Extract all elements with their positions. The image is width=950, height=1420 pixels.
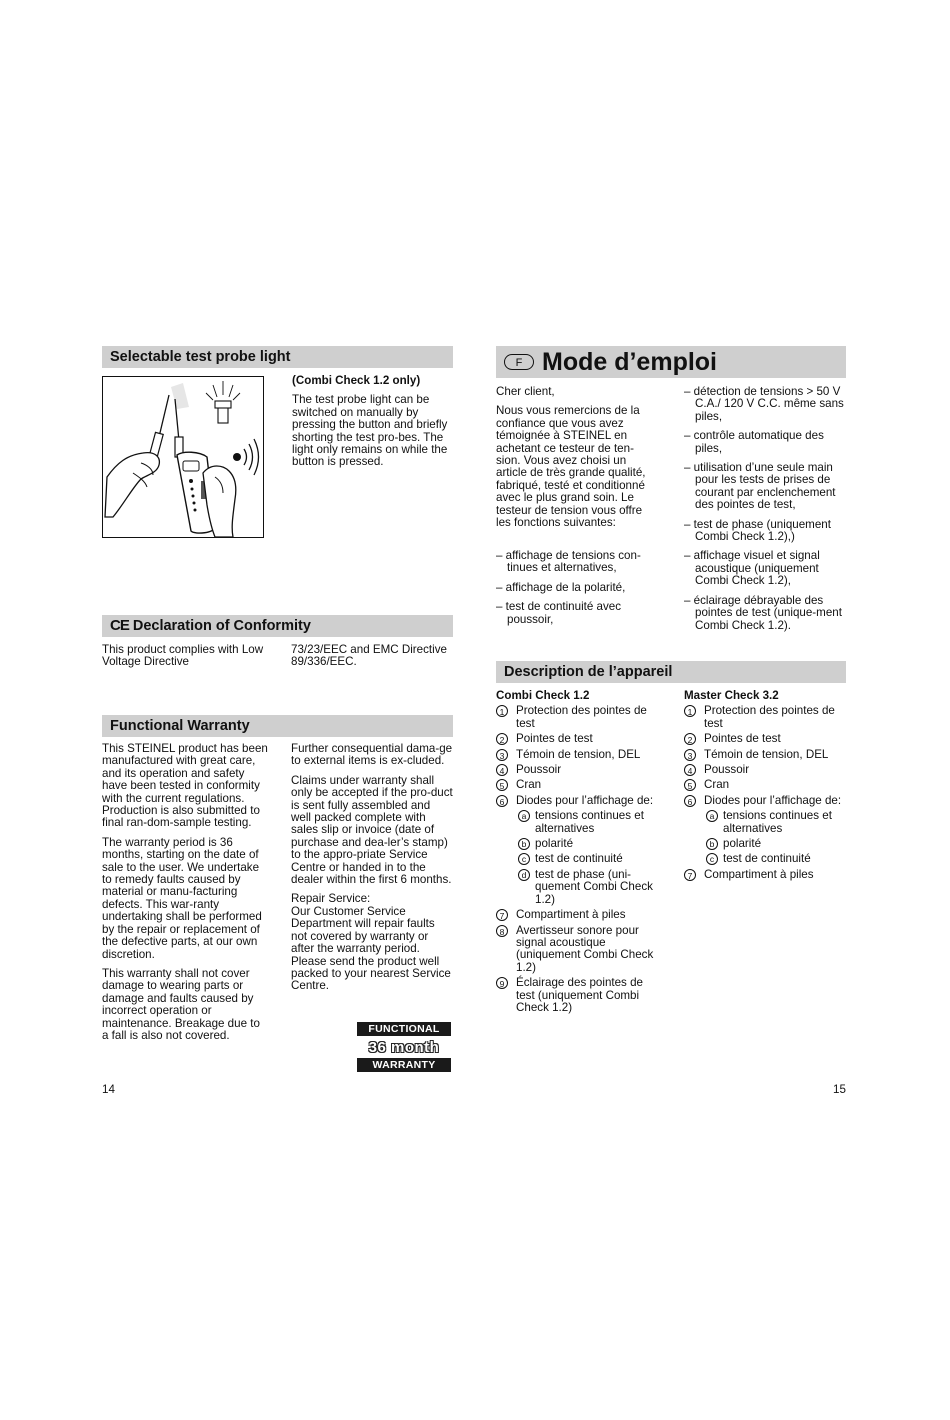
number-circle-icon: 3 bbox=[684, 749, 696, 761]
item-text: Diodes pour l’affichage de: bbox=[516, 793, 654, 807]
page-number-left: 14 bbox=[102, 1083, 115, 1096]
item-text: Cran bbox=[704, 778, 730, 792]
section-heading-description bbox=[496, 661, 846, 683]
letter-circle-icon: b bbox=[706, 838, 718, 850]
features-list-left bbox=[496, 550, 658, 633]
item-text: Protection des pointes de test bbox=[516, 704, 647, 730]
number-circle-icon: 2 bbox=[684, 733, 696, 745]
item-text: test de continuité bbox=[535, 852, 623, 866]
language-mark-icon: F bbox=[504, 354, 534, 370]
number-circle-icon: 5 bbox=[684, 779, 696, 791]
number-circle-icon: 7 bbox=[684, 869, 696, 881]
item-text: Poussoir bbox=[704, 763, 750, 777]
number-circle-icon: 3 bbox=[496, 749, 508, 761]
list-item bbox=[496, 779, 660, 791]
number-circle-icon: 1 bbox=[684, 705, 696, 717]
number-circle-icon: 4 bbox=[496, 764, 508, 776]
warranty-badge-bottom: WARRANTY bbox=[357, 1058, 451, 1072]
item-text: test de continuité bbox=[723, 852, 811, 866]
item-text: Cran bbox=[516, 778, 542, 792]
warranty-col2 bbox=[291, 743, 453, 1000]
sub-list-item bbox=[684, 838, 848, 850]
letter-circle-icon: c bbox=[518, 853, 530, 865]
list-item bbox=[496, 795, 660, 807]
list-item bbox=[684, 733, 848, 745]
heading-text: Selectable test probe light bbox=[110, 349, 291, 365]
section-heading-probe-light bbox=[102, 346, 453, 368]
sub-list-item bbox=[684, 810, 848, 835]
number-circle-icon: 6 bbox=[496, 795, 508, 807]
letter-circle-icon: a bbox=[518, 810, 530, 822]
item-text: Compartiment à piles bbox=[516, 908, 626, 922]
page-number-right: 15 bbox=[833, 1083, 846, 1096]
list-item bbox=[496, 764, 660, 776]
warranty-paragraph: This warranty shall not cover damage to wearing parts or damage and faults caused by incorrect operation or maintenance. Breakage due to a fall is also not covered. bbox=[102, 966, 260, 1042]
warranty-col1 bbox=[102, 743, 268, 1049]
hands-holding-tester-icon bbox=[103, 377, 263, 537]
number-circle-icon: 9 bbox=[496, 977, 508, 989]
declaration-col2: 73/23/EEC and EMC Directive 89/336/EEC. bbox=[291, 643, 447, 669]
tester-illustration bbox=[102, 376, 264, 538]
list-item bbox=[496, 749, 660, 761]
warranty-badge-top: FUNCTIONAL bbox=[357, 1022, 451, 1036]
letter-circle-icon: c bbox=[706, 853, 718, 865]
probe-light-text bbox=[292, 375, 452, 476]
repair-service-label: Repair Service: bbox=[291, 892, 371, 906]
list-item: – éclairage débrayable des pointes de test (unique-ment Combi Check 1.2). bbox=[684, 593, 842, 632]
heading-text: Functional Warranty bbox=[110, 718, 250, 734]
item-text: Compartiment à piles bbox=[704, 867, 814, 881]
page-title-bar bbox=[496, 346, 846, 378]
letter-circle-icon: b bbox=[518, 838, 530, 850]
section-heading-warranty bbox=[102, 715, 453, 737]
item-text: Poussoir bbox=[516, 763, 562, 777]
number-circle-icon: 7 bbox=[496, 909, 508, 921]
item-text: polarité bbox=[723, 837, 762, 851]
list-item bbox=[496, 733, 660, 745]
intro-body: Nous vous remercions de la confiance que vous avez témoignée à STEINEL en achetant ce testeur de ten-sion. Vous avez choisi un article de très grande qualité, fabriqué, testé et conditionné avec le plus grand soin. Le testeur de tension vous offre les fonctions suivantes: bbox=[496, 404, 646, 530]
letter-circle-icon: a bbox=[706, 810, 718, 822]
sub-list-item bbox=[496, 810, 660, 835]
list-item bbox=[684, 749, 848, 761]
section-heading-declaration bbox=[102, 615, 453, 637]
warranty-paragraph: The warranty period is 36 months, starting on the date of sale to the user. We undertake to remedy faults caused by material or manu-facturing defects. This war-ranty undertaking shall be performed by the repair or replacement of the defective parts, at our own discretion. bbox=[102, 835, 262, 961]
item-text: Avertisseur sonore pour signal acoustique (uniquement Combi Check 1.2) bbox=[516, 923, 654, 974]
list-item: – test de phase (uniquement Combi Check 1.2),) bbox=[684, 517, 831, 544]
probe-body: The test probe light can be switched on manually by pressing the button and briefly shorting the test pro-bes. The light only remains on while the button is pressed. bbox=[292, 393, 448, 469]
list-item bbox=[496, 909, 660, 921]
list-item: – affichage visuel et signal acoustique (uniquement Combi Check 1.2), bbox=[684, 549, 820, 588]
heading-text: Description de l’appareil bbox=[504, 664, 673, 680]
list-item bbox=[496, 925, 660, 975]
item-text: Protection des pointes de test bbox=[704, 704, 835, 730]
list-item: – utilisation d’une seule main pour les tests de prises de courant par enclenchement des pointes de test, bbox=[684, 461, 836, 512]
probe-subheading: (Combi Check 1.2 only) bbox=[292, 374, 421, 387]
item-text: Éclairage des pointes de test (uniquement Combi Check 1.2) bbox=[516, 976, 643, 1014]
list-item: – test de continuité avec poussoir, bbox=[496, 600, 622, 626]
number-circle-icon: 1 bbox=[496, 705, 508, 717]
number-circle-icon: 4 bbox=[684, 764, 696, 776]
item-text: Témoin de tension, DEL bbox=[516, 747, 641, 761]
warranty-paragraph: Our Customer Service Department will repair faults not covered by warranty or after the warranty period. Please send the product well packed to your nearest Service Centre. bbox=[291, 904, 451, 993]
number-circle-icon: 6 bbox=[684, 795, 696, 807]
page-title: Mode d’emploi bbox=[542, 348, 717, 376]
item-text: Pointes de test bbox=[516, 732, 593, 746]
list-item bbox=[684, 779, 848, 791]
item-text: polarité bbox=[535, 837, 574, 851]
warranty-badge-middle: 36 month bbox=[368, 1039, 440, 1056]
warranty-paragraph: Claims under warranty shall only be accepted if the pro-duct is sent fully assembled and well packed complete with sales slip or invoice (date of purchase and dea-ler’s stamp) to the appro-priate Service Centre or handed in to the dealer within the first 6 months. bbox=[291, 773, 453, 887]
list-item bbox=[684, 764, 848, 776]
item-text: tensions continues et alternatives bbox=[723, 809, 832, 835]
number-circle-icon: 8 bbox=[496, 925, 508, 937]
list-item: – contrôle automatique des piles, bbox=[684, 429, 824, 455]
list-item bbox=[496, 977, 660, 1014]
list-item bbox=[684, 869, 848, 881]
ce-mark-icon: CE bbox=[110, 617, 129, 634]
warranty-paragraph: Further consequential dama-ge to external items is ex-cluded. bbox=[291, 742, 453, 768]
letter-circle-icon: d bbox=[518, 869, 530, 881]
master-check-title: Master Check 3.2 bbox=[684, 689, 779, 702]
features-list-right bbox=[684, 386, 847, 639]
list-item: – détection de tensions > 50 V C.A./ 120 V C.C. même sans piles, bbox=[684, 385, 844, 423]
sub-list-item bbox=[496, 869, 660, 906]
list-item bbox=[684, 705, 848, 730]
list-item: – affichage de la polarité, bbox=[496, 580, 626, 594]
sub-list-item bbox=[684, 853, 848, 865]
greeting: Cher client, bbox=[496, 385, 555, 398]
item-text: tensions continues et alternatives bbox=[535, 809, 644, 835]
item-text: Pointes de test bbox=[704, 732, 781, 746]
number-circle-icon: 5 bbox=[496, 779, 508, 791]
warranty-paragraph: This STEINEL product has been manufactured with great care, and its operation and safety have been tested in conformity with the current regulations. Production is also submitted to final ran-dom-sample testing. bbox=[102, 742, 268, 830]
intro-col1 bbox=[496, 386, 658, 536]
sub-list-item bbox=[496, 853, 660, 865]
list-item bbox=[496, 705, 660, 730]
item-text: Témoin de tension, DEL bbox=[704, 747, 829, 761]
item-text: Diodes pour l’affichage de: bbox=[704, 793, 842, 807]
list-item: – affichage de tensions con-tinues et alternatives, bbox=[496, 549, 641, 575]
combi-check-list bbox=[496, 690, 660, 1017]
master-check-list bbox=[684, 690, 848, 884]
sub-list-item bbox=[496, 838, 660, 850]
heading-text: Declaration of Conformity bbox=[132, 618, 311, 634]
item-text: test de phase (uni-quement Combi Check 1.2) bbox=[535, 867, 653, 906]
combi-check-title: Combi Check 1.2 bbox=[496, 689, 590, 702]
list-item bbox=[684, 795, 848, 807]
number-circle-icon: 2 bbox=[496, 733, 508, 745]
declaration-col1: This product complies with Low Voltage Directive bbox=[102, 643, 264, 669]
